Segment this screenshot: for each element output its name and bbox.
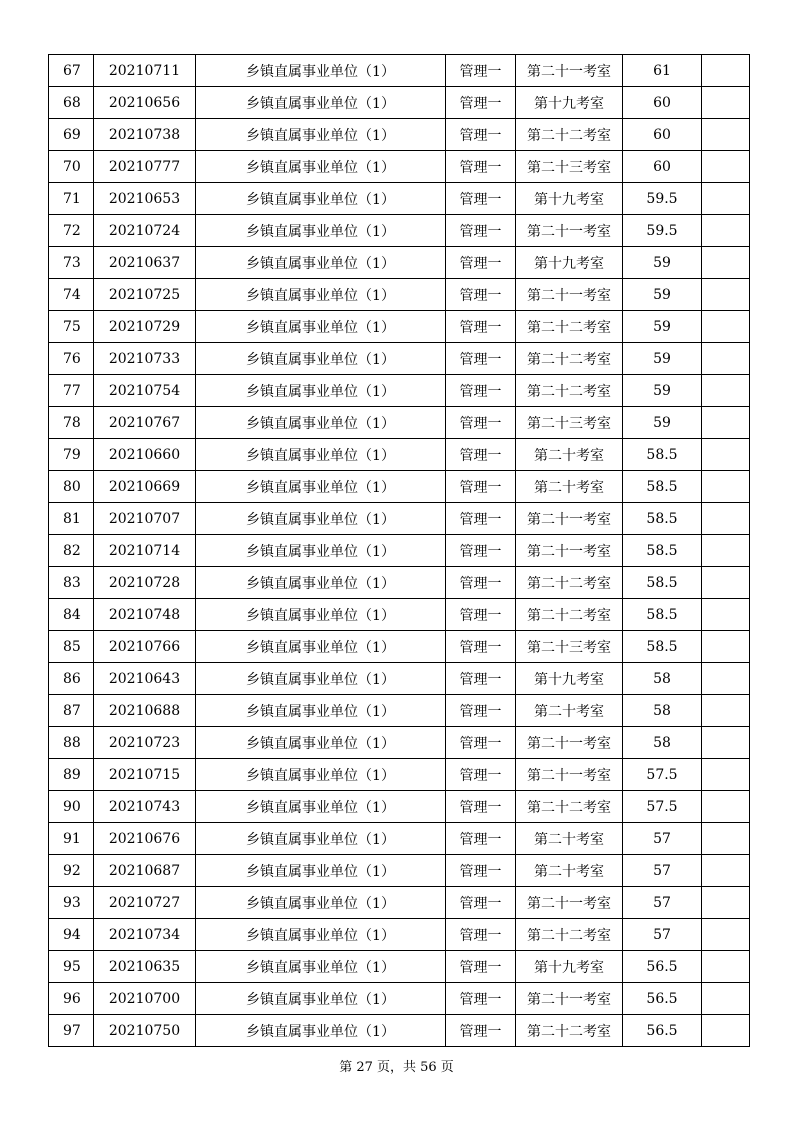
cell-note <box>702 567 750 599</box>
cell-exam-room: 第二十二考室 <box>516 119 623 151</box>
cell-note <box>702 151 750 183</box>
cell-seq-no: 73 <box>49 247 94 279</box>
cell-unit: 乡镇直属事业单位（1） <box>196 599 446 631</box>
cell-post: 管理一 <box>446 855 516 887</box>
cell-exam-id: 20210676 <box>94 823 196 855</box>
cell-post: 管理一 <box>446 695 516 727</box>
cell-exam-room: 第十九考室 <box>516 663 623 695</box>
cell-score: 58 <box>623 695 702 727</box>
table-row <box>49 631 750 663</box>
cell-exam-room: 第十九考室 <box>516 183 623 215</box>
cell-note <box>702 279 750 311</box>
cell-score: 60 <box>623 119 702 151</box>
cell-exam-room: 第十九考室 <box>516 951 623 983</box>
cell-exam-id: 20210714 <box>94 535 196 567</box>
cell-unit: 乡镇直属事业单位（1） <box>196 951 446 983</box>
results-table <box>48 54 750 1047</box>
cell-note <box>702 119 750 151</box>
table-row <box>49 599 750 631</box>
cell-seq-no: 72 <box>49 215 94 247</box>
cell-exam-id: 20210643 <box>94 663 196 695</box>
table-row <box>49 855 750 887</box>
cell-post: 管理一 <box>446 151 516 183</box>
cell-exam-room: 第二十一考室 <box>516 983 623 1015</box>
cell-note <box>702 311 750 343</box>
cell-post: 管理一 <box>446 55 516 87</box>
table-row <box>49 343 750 375</box>
cell-exam-room: 第二十一考室 <box>516 55 623 87</box>
cell-unit: 乡镇直属事业单位（1） <box>196 183 446 215</box>
cell-note <box>702 823 750 855</box>
cell-unit: 乡镇直属事业单位（1） <box>196 471 446 503</box>
cell-exam-id: 20210669 <box>94 471 196 503</box>
cell-post: 管理一 <box>446 407 516 439</box>
cell-score: 58 <box>623 727 702 759</box>
cell-seq-no: 71 <box>49 183 94 215</box>
cell-unit: 乡镇直属事业单位（1） <box>196 407 446 439</box>
cell-exam-id: 20210688 <box>94 695 196 727</box>
cell-exam-id: 20210733 <box>94 343 196 375</box>
cell-post: 管理一 <box>446 919 516 951</box>
cell-exam-room: 第二十考室 <box>516 471 623 503</box>
cell-score: 61 <box>623 55 702 87</box>
cell-unit: 乡镇直属事业单位（1） <box>196 535 446 567</box>
cell-unit: 乡镇直属事业单位（1） <box>196 279 446 311</box>
cell-note <box>702 535 750 567</box>
table-row <box>49 247 750 279</box>
cell-exam-room: 第十九考室 <box>516 87 623 119</box>
cell-score: 58 <box>623 663 702 695</box>
cell-seq-no: 97 <box>49 1015 94 1047</box>
cell-exam-room: 第二十考室 <box>516 855 623 887</box>
cell-exam-id: 20210725 <box>94 279 196 311</box>
cell-unit: 乡镇直属事业单位（1） <box>196 983 446 1015</box>
cell-post: 管理一 <box>446 887 516 919</box>
cell-exam-id: 20210734 <box>94 919 196 951</box>
table-row <box>49 279 750 311</box>
cell-seq-no: 74 <box>49 279 94 311</box>
cell-unit: 乡镇直属事业单位（1） <box>196 247 446 279</box>
cell-note <box>702 439 750 471</box>
cell-exam-room: 第十九考室 <box>516 247 623 279</box>
cell-exam-room: 第二十二考室 <box>516 919 623 951</box>
cell-post: 管理一 <box>446 439 516 471</box>
cell-post: 管理一 <box>446 247 516 279</box>
cell-post: 管理一 <box>446 215 516 247</box>
table-row <box>49 535 750 567</box>
cell-exam-id: 20210660 <box>94 439 196 471</box>
cell-note <box>702 631 750 663</box>
cell-post: 管理一 <box>446 1015 516 1047</box>
cell-exam-id: 20210743 <box>94 791 196 823</box>
cell-post: 管理一 <box>446 471 516 503</box>
cell-score: 58.5 <box>623 567 702 599</box>
cell-exam-room: 第二十二考室 <box>516 343 623 375</box>
cell-post: 管理一 <box>446 983 516 1015</box>
cell-unit: 乡镇直属事业单位（1） <box>196 343 446 375</box>
cell-exam-room: 第二十三考室 <box>516 631 623 663</box>
cell-note <box>702 887 750 919</box>
cell-seq-no: 92 <box>49 855 94 887</box>
cell-seq-no: 90 <box>49 791 94 823</box>
cell-exam-room: 第二十一考室 <box>516 279 623 311</box>
cell-unit: 乡镇直属事业单位（1） <box>196 375 446 407</box>
cell-seq-no: 70 <box>49 151 94 183</box>
cell-score: 59 <box>623 311 702 343</box>
cell-score: 56.5 <box>623 1015 702 1047</box>
table-row <box>49 119 750 151</box>
cell-post: 管理一 <box>446 311 516 343</box>
cell-exam-id: 20210729 <box>94 311 196 343</box>
cell-seq-no: 80 <box>49 471 94 503</box>
cell-note <box>702 407 750 439</box>
cell-seq-no: 86 <box>49 663 94 695</box>
cell-score: 59 <box>623 279 702 311</box>
cell-score: 59 <box>623 343 702 375</box>
table-row <box>49 887 750 919</box>
cell-exam-room: 第二十一考室 <box>516 727 623 759</box>
cell-exam-room: 第二十二考室 <box>516 375 623 407</box>
cell-exam-id: 20210750 <box>94 1015 196 1047</box>
cell-exam-room: 第二十一考室 <box>516 887 623 919</box>
cell-exam-room: 第二十二考室 <box>516 599 623 631</box>
cell-seq-no: 68 <box>49 87 94 119</box>
cell-score: 56.5 <box>623 951 702 983</box>
table-row <box>49 503 750 535</box>
cell-post: 管理一 <box>446 535 516 567</box>
cell-unit: 乡镇直属事业单位（1） <box>196 503 446 535</box>
cell-post: 管理一 <box>446 343 516 375</box>
cell-exam-id: 20210748 <box>94 599 196 631</box>
cell-exam-room: 第二十三考室 <box>516 407 623 439</box>
cell-exam-id: 20210777 <box>94 151 196 183</box>
cell-exam-id: 20210653 <box>94 183 196 215</box>
cell-post: 管理一 <box>446 183 516 215</box>
cell-unit: 乡镇直属事业单位（1） <box>196 631 446 663</box>
cell-unit: 乡镇直属事业单位（1） <box>196 791 446 823</box>
cell-exam-room: 第二十考室 <box>516 823 623 855</box>
cell-note <box>702 503 750 535</box>
cell-exam-room: 第二十考室 <box>516 439 623 471</box>
page-footer <box>0 1056 793 1075</box>
cell-seq-no: 82 <box>49 535 94 567</box>
cell-exam-id: 20210767 <box>94 407 196 439</box>
cell-score: 59.5 <box>623 215 702 247</box>
cell-note <box>702 983 750 1015</box>
cell-score: 57 <box>623 919 702 951</box>
cell-note <box>702 951 750 983</box>
cell-note <box>702 663 750 695</box>
cell-seq-no: 88 <box>49 727 94 759</box>
cell-exam-room: 第二十二考室 <box>516 311 623 343</box>
cell-post: 管理一 <box>446 599 516 631</box>
cell-seq-no: 91 <box>49 823 94 855</box>
table-row <box>49 55 750 87</box>
cell-exam-id: 20210707 <box>94 503 196 535</box>
cell-post: 管理一 <box>446 567 516 599</box>
cell-unit: 乡镇直属事业单位（1） <box>196 311 446 343</box>
cell-note <box>702 919 750 951</box>
cell-post: 管理一 <box>446 759 516 791</box>
cell-note <box>702 343 750 375</box>
cell-seq-no: 81 <box>49 503 94 535</box>
table-row <box>49 311 750 343</box>
cell-unit: 乡镇直属事业单位（1） <box>196 1015 446 1047</box>
cell-post: 管理一 <box>446 503 516 535</box>
cell-exam-room: 第二十一考室 <box>516 535 623 567</box>
cell-score: 59 <box>623 375 702 407</box>
cell-note <box>702 791 750 823</box>
cell-unit: 乡镇直属事业单位（1） <box>196 823 446 855</box>
cell-score: 58.5 <box>623 503 702 535</box>
cell-exam-id: 20210687 <box>94 855 196 887</box>
table-row <box>49 151 750 183</box>
cell-post: 管理一 <box>446 663 516 695</box>
cell-score: 58.5 <box>623 631 702 663</box>
cell-seq-no: 93 <box>49 887 94 919</box>
cell-seq-no: 87 <box>49 695 94 727</box>
table-row <box>49 695 750 727</box>
cell-exam-id: 20210715 <box>94 759 196 791</box>
cell-exam-room: 第二十二考室 <box>516 791 623 823</box>
cell-score: 57 <box>623 855 702 887</box>
cell-unit: 乡镇直属事业单位（1） <box>196 87 446 119</box>
table-row <box>49 471 750 503</box>
table-row <box>49 727 750 759</box>
cell-unit: 乡镇直属事业单位（1） <box>196 887 446 919</box>
cell-seq-no: 75 <box>49 311 94 343</box>
cell-unit: 乡镇直属事业单位（1） <box>196 119 446 151</box>
cell-seq-no: 69 <box>49 119 94 151</box>
page-number-text: 第 27 页，共 56 页 <box>339 1060 454 1075</box>
cell-score: 58.5 <box>623 439 702 471</box>
cell-seq-no: 85 <box>49 631 94 663</box>
table-row <box>49 983 750 1015</box>
cell-score: 59 <box>623 247 702 279</box>
cell-score: 57.5 <box>623 791 702 823</box>
table-row <box>49 87 750 119</box>
cell-exam-room: 第二十三考室 <box>516 151 623 183</box>
cell-exam-room: 第二十一考室 <box>516 759 623 791</box>
cell-exam-id: 20210738 <box>94 119 196 151</box>
cell-unit: 乡镇直属事业单位（1） <box>196 919 446 951</box>
cell-unit: 乡镇直属事业单位（1） <box>196 727 446 759</box>
cell-seq-no: 95 <box>49 951 94 983</box>
cell-note <box>702 87 750 119</box>
cell-post: 管理一 <box>446 791 516 823</box>
cell-unit: 乡镇直属事业单位（1） <box>196 215 446 247</box>
cell-exam-id: 20210727 <box>94 887 196 919</box>
cell-exam-id: 20210656 <box>94 87 196 119</box>
cell-seq-no: 89 <box>49 759 94 791</box>
cell-seq-no: 83 <box>49 567 94 599</box>
cell-exam-id: 20210724 <box>94 215 196 247</box>
cell-unit: 乡镇直属事业单位（1） <box>196 855 446 887</box>
cell-note <box>702 215 750 247</box>
cell-exam-room: 第二十一考室 <box>516 215 623 247</box>
table-row <box>49 407 750 439</box>
cell-post: 管理一 <box>446 823 516 855</box>
cell-seq-no: 96 <box>49 983 94 1015</box>
table-row <box>49 791 750 823</box>
cell-score: 57 <box>623 823 702 855</box>
cell-score: 57.5 <box>623 759 702 791</box>
cell-note <box>702 1015 750 1047</box>
table-row <box>49 663 750 695</box>
cell-note <box>702 855 750 887</box>
cell-unit: 乡镇直属事业单位（1） <box>196 151 446 183</box>
cell-score: 59.5 <box>623 183 702 215</box>
table-row <box>49 567 750 599</box>
cell-seq-no: 94 <box>49 919 94 951</box>
cell-post: 管理一 <box>446 87 516 119</box>
cell-note <box>702 695 750 727</box>
cell-post: 管理一 <box>446 631 516 663</box>
table-row <box>49 183 750 215</box>
table-row <box>49 439 750 471</box>
table-row <box>49 823 750 855</box>
cell-score: 60 <box>623 151 702 183</box>
cell-post: 管理一 <box>446 727 516 759</box>
cell-exam-id: 20210754 <box>94 375 196 407</box>
cell-seq-no: 79 <box>49 439 94 471</box>
cell-exam-room: 第二十一考室 <box>516 503 623 535</box>
cell-unit: 乡镇直属事业单位（1） <box>196 55 446 87</box>
cell-post: 管理一 <box>446 119 516 151</box>
cell-score: 59 <box>623 407 702 439</box>
cell-score: 58.5 <box>623 471 702 503</box>
table-row <box>49 1015 750 1047</box>
table-row <box>49 375 750 407</box>
cell-exam-id: 20210711 <box>94 55 196 87</box>
cell-score: 58.5 <box>623 535 702 567</box>
cell-note <box>702 759 750 791</box>
table-row <box>49 919 750 951</box>
cell-note <box>702 599 750 631</box>
cell-unit: 乡镇直属事业单位（1） <box>196 663 446 695</box>
cell-score: 56.5 <box>623 983 702 1015</box>
cell-seq-no: 78 <box>49 407 94 439</box>
cell-exam-id: 20210700 <box>94 983 196 1015</box>
cell-post: 管理一 <box>446 279 516 311</box>
table-row <box>49 951 750 983</box>
cell-note <box>702 183 750 215</box>
cell-note <box>702 55 750 87</box>
cell-unit: 乡镇直属事业单位（1） <box>196 439 446 471</box>
cell-unit: 乡镇直属事业单位（1） <box>196 567 446 599</box>
table-body <box>49 55 750 1047</box>
cell-score: 57 <box>623 887 702 919</box>
table-row <box>49 215 750 247</box>
cell-seq-no: 67 <box>49 55 94 87</box>
cell-exam-id: 20210728 <box>94 567 196 599</box>
cell-post: 管理一 <box>446 375 516 407</box>
cell-unit: 乡镇直属事业单位（1） <box>196 759 446 791</box>
cell-exam-id: 20210723 <box>94 727 196 759</box>
cell-exam-room: 第二十考室 <box>516 695 623 727</box>
cell-seq-no: 76 <box>49 343 94 375</box>
cell-note <box>702 247 750 279</box>
cell-note <box>702 471 750 503</box>
cell-note <box>702 727 750 759</box>
cell-exam-id: 20210766 <box>94 631 196 663</box>
cell-exam-id: 20210637 <box>94 247 196 279</box>
cell-seq-no: 77 <box>49 375 94 407</box>
cell-score: 60 <box>623 87 702 119</box>
cell-exam-room: 第二十二考室 <box>516 1015 623 1047</box>
cell-note <box>702 375 750 407</box>
cell-unit: 乡镇直属事业单位（1） <box>196 695 446 727</box>
cell-seq-no: 84 <box>49 599 94 631</box>
cell-exam-room: 第二十二考室 <box>516 567 623 599</box>
cell-score: 58.5 <box>623 599 702 631</box>
table-row <box>49 759 750 791</box>
cell-exam-id: 20210635 <box>94 951 196 983</box>
cell-post: 管理一 <box>446 951 516 983</box>
